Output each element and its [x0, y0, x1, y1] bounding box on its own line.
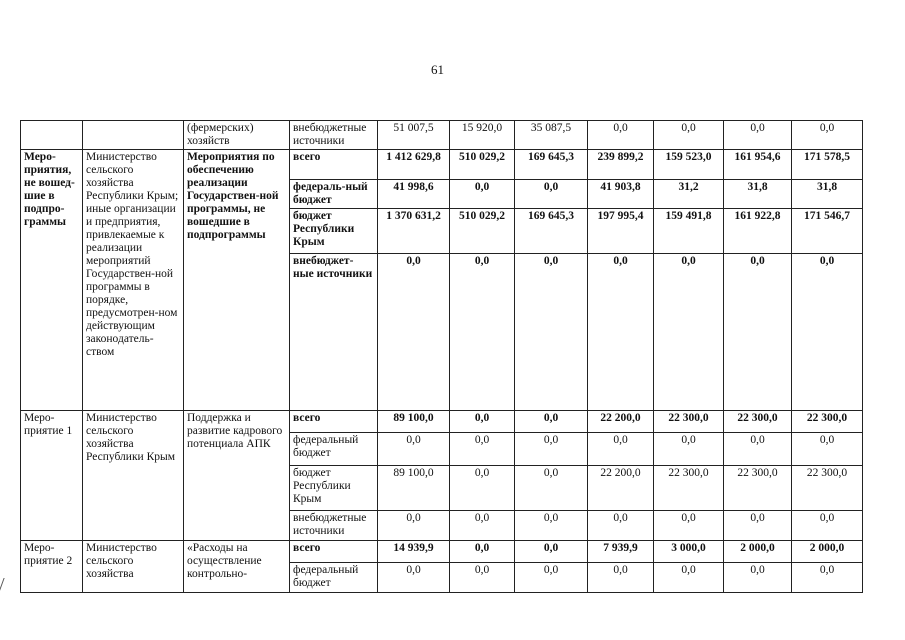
amount-cell: 2 000,0	[724, 541, 792, 563]
amount-cell: 239 899,2	[588, 150, 654, 180]
amount-cell: 0,0	[515, 180, 588, 209]
measure-cell: Меро-приятие 1	[21, 411, 83, 541]
amount-cell: 31,8	[792, 180, 863, 209]
amount-cell: 0,0	[588, 433, 654, 466]
amount-cell: 169 645,3	[515, 150, 588, 180]
amount-cell: 31,8	[724, 180, 792, 209]
description-cell: «Расходы на осуществление контрольно-	[184, 541, 290, 593]
funding-source-cell: федераль-ный бюджет	[290, 180, 378, 209]
amount-cell: 0,0	[450, 411, 515, 433]
amount-cell: 41 903,8	[588, 180, 654, 209]
amount-cell: 0,0	[724, 563, 792, 593]
amount-cell: 0,0	[654, 121, 724, 150]
funding-source-cell: всего	[290, 541, 378, 563]
amount-cell: 0,0	[654, 254, 724, 411]
amount-cell: 22 300,0	[654, 411, 724, 433]
amount-cell: 0,0	[724, 433, 792, 466]
amount-cell: 3 000,0	[654, 541, 724, 563]
amount-cell: 0,0	[450, 180, 515, 209]
amount-cell: 169 645,3	[515, 209, 588, 254]
amount-cell: 159 491,8	[654, 209, 724, 254]
amount-cell: 22 300,0	[792, 466, 863, 511]
funding-source-cell: федеральный бюджет	[290, 563, 378, 593]
scan-artifact	[0, 578, 11, 598]
amount-cell: 171 578,5	[792, 150, 863, 180]
amount-cell: 0,0	[588, 563, 654, 593]
amount-cell: 0,0	[724, 511, 792, 541]
amount-cell: 22 300,0	[724, 411, 792, 433]
amount-cell: 0,0	[654, 511, 724, 541]
amount-cell: 0,0	[792, 511, 863, 541]
description-cell: (фермерских) хозяйств	[184, 121, 290, 150]
amount-cell: 51 007,5	[378, 121, 450, 150]
amount-cell: 2 000,0	[792, 541, 863, 563]
amount-cell: 22 200,0	[588, 411, 654, 433]
amount-cell: 0,0	[724, 254, 792, 411]
funding-source-cell: бюджет Республики Крым	[290, 209, 378, 254]
amount-cell: 0,0	[654, 433, 724, 466]
funding-source-cell: всего	[290, 150, 378, 180]
amount-cell: 0,0	[450, 511, 515, 541]
amount-cell: 0,0	[792, 254, 863, 411]
executor-cell: Министерство сельского хозяйства Республики Крым	[83, 411, 184, 541]
page-number: 61	[431, 62, 444, 77]
amount-cell: 0,0	[450, 563, 515, 593]
amount-cell: 0,0	[588, 121, 654, 150]
amount-cell: 0,0	[378, 511, 450, 541]
amount-cell: 0,0	[515, 433, 588, 466]
amount-cell: 22 200,0	[588, 466, 654, 511]
amount-cell: 510 029,2	[450, 150, 515, 180]
measure-cell: Меро-приятие 2	[21, 541, 83, 593]
amount-cell: 35 087,5	[515, 121, 588, 150]
amount-cell: 159 523,0	[654, 150, 724, 180]
amount-cell: 0,0	[378, 563, 450, 593]
amount-cell: 510 029,2	[450, 209, 515, 254]
amount-cell: 0,0	[515, 563, 588, 593]
measure-cell	[21, 121, 83, 150]
amount-cell: 161 922,8	[724, 209, 792, 254]
amount-cell: 0,0	[450, 433, 515, 466]
amount-cell: 0,0	[515, 254, 588, 411]
amount-cell: 0,0	[792, 121, 863, 150]
funding-source-cell: внебюджет-ные источники	[290, 254, 378, 411]
amount-cell: 161 954,6	[724, 150, 792, 180]
funding-source-cell: внебюджетные источники	[290, 121, 378, 150]
table-row	[21, 411, 863, 433]
amount-cell: 1 370 631,2	[378, 209, 450, 254]
amount-cell: 197 995,4	[588, 209, 654, 254]
amount-cell: 0,0	[450, 466, 515, 511]
amount-cell: 0,0	[588, 511, 654, 541]
amount-cell: 1 412 629,8	[378, 150, 450, 180]
measure-cell: Меро-приятия, не вошед-шие в подпро-граммы	[21, 150, 83, 411]
funding-source-cell: внебюджетные источники	[290, 511, 378, 541]
amount-cell: 0,0	[724, 121, 792, 150]
executor-cell: Министерство сельского хозяйства Республики Крым; иные организации и предприятия, привлекаемые к реализации мероприятий Государствен-ной программы в порядке, предусмотрен-ном действующим законодатель-ством	[83, 150, 184, 411]
description-cell: Мероприятия по обеспечению реализации Государствен-ной программы, не вошедшие в подпрограммы	[184, 150, 290, 411]
amount-cell: 0,0	[378, 254, 450, 411]
amount-cell: 22 300,0	[654, 466, 724, 511]
funding-source-cell: всего	[290, 411, 378, 433]
table-row	[21, 121, 863, 150]
amount-cell: 14 939,9	[378, 541, 450, 563]
table-row	[21, 150, 863, 180]
amount-cell: 0,0	[450, 541, 515, 563]
executor-cell: Министерство сельского хозяйства	[83, 541, 184, 593]
executor-cell	[83, 121, 184, 150]
amount-cell: 89 100,0	[378, 466, 450, 511]
amount-cell: 7 939,9	[588, 541, 654, 563]
description-cell: Поддержка и развитие кадрового потенциала АПК	[184, 411, 290, 541]
amount-cell: 0,0	[515, 541, 588, 563]
amount-cell: 0,0	[792, 433, 863, 466]
table-row	[21, 541, 863, 563]
amount-cell: 31,2	[654, 180, 724, 209]
amount-cell: 0,0	[515, 411, 588, 433]
amount-cell: 0,0	[654, 563, 724, 593]
amount-cell: 41 998,6	[378, 180, 450, 209]
amount-cell: 0,0	[515, 511, 588, 541]
amount-cell: 0,0	[378, 433, 450, 466]
amount-cell: 15 920,0	[450, 121, 515, 150]
amount-cell: 171 546,7	[792, 209, 863, 254]
funding-source-cell: федеральный бюджет	[290, 433, 378, 466]
amount-cell: 22 300,0	[792, 411, 863, 433]
amount-cell: 0,0	[450, 254, 515, 411]
amount-cell: 22 300,0	[724, 466, 792, 511]
budget-table	[20, 120, 863, 593]
amount-cell: 0,0	[792, 563, 863, 593]
amount-cell: 0,0	[515, 466, 588, 511]
amount-cell: 0,0	[588, 254, 654, 411]
funding-source-cell: бюджет Республики Крым	[290, 466, 378, 511]
amount-cell: 89 100,0	[378, 411, 450, 433]
